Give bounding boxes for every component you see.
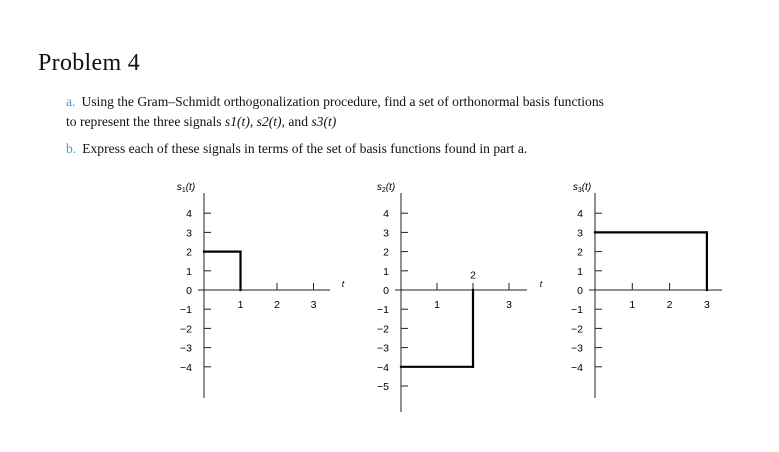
signal-s3-ref: s3(t) (311, 114, 337, 129)
separator-1: , (249, 114, 257, 129)
x-tick-label: 1 (237, 299, 244, 311)
y-tick-label: −3 (180, 342, 192, 355)
y-tick-label: −1 (571, 304, 583, 317)
y-tick-label: 4 (383, 208, 389, 221)
x-tick-label: 3 (506, 299, 512, 311)
y-tick-label: 0 (577, 285, 583, 297)
part-a-label: a. (66, 94, 76, 109)
y-tick-label: −2 (180, 323, 192, 336)
part-b-text: Express each of these signals in terms of the set of basis functions found in part a. (82, 141, 528, 156)
y-tick-label: 2 (577, 246, 583, 259)
plot-s3 (571, 182, 722, 398)
y-axis-label: $s_3(t)$ (572, 182, 592, 194)
part-a-line1: Using the Gram–Schmidt orthogonalization procedure, find a set of orthonormal basis functions (81, 94, 604, 109)
y-tick-label: 4 (186, 208, 192, 221)
y-axis-label: $s_1(t)$ (176, 182, 196, 194)
y-tick-label: 3 (577, 227, 583, 240)
y-tick-label: −2 (571, 323, 583, 336)
y-tick-label: 0 (383, 285, 389, 297)
x-tick-label: 2 (274, 299, 280, 311)
x-tick-label: 3 (703, 299, 710, 311)
separator-2: , and (281, 114, 312, 129)
y-tick-label: −5 (377, 381, 389, 393)
y-tick-label: −2 (377, 323, 389, 336)
problem-title: Problem 4 (38, 50, 141, 76)
x-tick-label: 3 (310, 299, 317, 311)
y-tick-label: 2 (186, 246, 192, 259)
plot-s1 (177, 182, 345, 398)
signal-s2-ref: s2(t) (256, 114, 282, 129)
part-b-label: b. (66, 141, 77, 156)
x-axis-label: t (539, 279, 543, 289)
y-tick-label: −1 (377, 304, 389, 317)
x-tick-label: 1 (629, 299, 636, 311)
y-tick-label: −4 (377, 361, 389, 374)
x-tick-label: 1 (434, 299, 440, 311)
y-tick-label: 2 (383, 246, 389, 259)
y-tick-label: −3 (377, 342, 389, 355)
y-tick-label: 4 (577, 208, 583, 221)
y-axis-label: $s_2(t)$ (376, 182, 396, 194)
signal-s1-ref: s1(t) (224, 114, 250, 129)
y-tick-label: 1 (577, 265, 583, 278)
x-axis-label: t (341, 279, 345, 289)
y-tick-label: 3 (383, 227, 389, 240)
plot-s2 (377, 182, 543, 412)
y-tick-label: −4 (571, 361, 583, 374)
y-tick-label: −3 (571, 342, 583, 355)
y-tick-label: 0 (186, 285, 192, 297)
y-tick-label: 1 (186, 265, 192, 278)
y-tick-label: −4 (180, 361, 192, 374)
y-tick-label: 3 (186, 227, 192, 240)
x-tick-label: 2 (666, 299, 673, 311)
y-tick-label: 1 (383, 265, 389, 278)
part-a-line2-prefix: to represent the three signals (66, 114, 225, 129)
y-tick-label: −1 (180, 304, 192, 317)
annotation-label: 2 (470, 269, 476, 282)
